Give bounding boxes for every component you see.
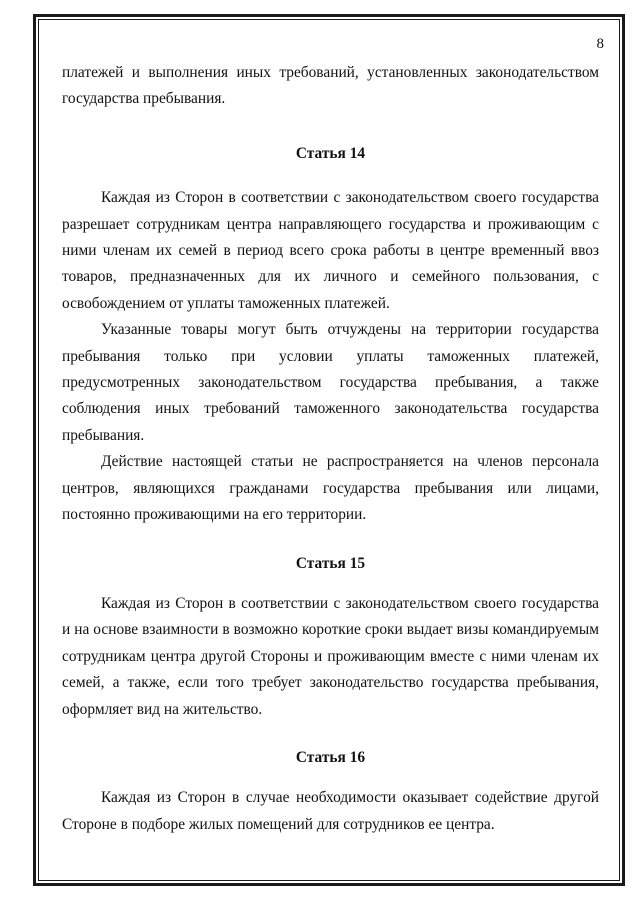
page-number: 8 [596, 36, 604, 52]
article-14-paragraph-1: Каждая из Сторон в соответствии с законодательством своего государства разрешает сотрудникам центра направляющего государства и проживающим с ними членам их семей в период всего срока работы в центре временный ввоз товаров, предназначенных для их личного и семейного пользования, с освобождением от уплаты таможенных платежей. [62, 189, 599, 312]
article-16-heading: Статья 16 [295, 748, 366, 766]
article-15-paragraph-1: Каждая из Сторон в соответствии с законодательством своего государства и на основе взаимности в возможно короткие сроки выдает визы командируемым сотрудникам центра другой Стороны и проживающим вместе с ними членам их семей, а также, если того требует законодательство государства пребывания, оформляет вид на жительство. [62, 594, 599, 718]
article-15-heading: Статья 15 [295, 554, 366, 572]
document-body [62, 60, 599, 838]
intro-paragraph: платежей и выполнения иных требований, установленных законодательством государства пребывания. [62, 64, 599, 108]
article-14-heading: Статья 14 [295, 144, 366, 162]
article-14-paragraph-2: Указанные товары могут быть отчуждены на территории государства пребывания только при условии уплаты таможенных платежей, предусмотренных законодательством государства пребывания, а также соблюдения иных требований таможенного законодательства государства пребывания. [62, 321, 599, 444]
article-16-paragraph-1: Каждая из Сторон в случае необходимости оказывает содействие другой Стороне в подборе жилых помещений для сотрудников ее центра. [62, 789, 599, 833]
article-14-paragraph-3: Действие настоящей статьи не распространяется на членов персонала центров, являющихся гражданами государства пребывания или лицами, постоянно проживающими на его территории. [62, 453, 599, 524]
